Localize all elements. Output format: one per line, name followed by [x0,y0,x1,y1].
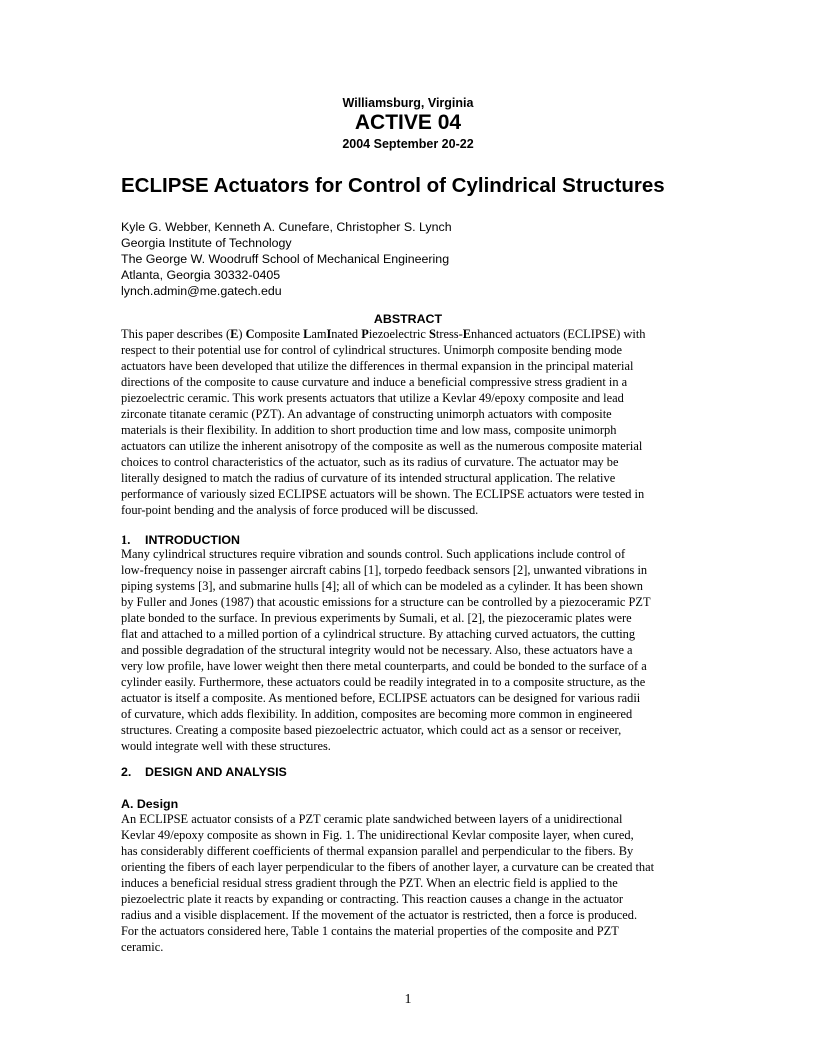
acronym-letter: I [326,327,332,341]
conference-date: 2004 September 20-22 [342,137,474,151]
text-run: tress- [435,327,463,341]
text-line: Kevlar 49/epoxy composite as shown in Fig. 1. The unidirectional Kevlar composite layer, when cured, [121,828,634,842]
text-line: actuator is itself a composite. As mentioned before, ECLIPSE actuators can be designed for various radii [121,691,641,705]
abstract-body [121,326,645,518]
acronym-letter: S [429,327,436,341]
text-line: An ECLIPSE actuator consists of a PZT ceramic plate sandwiched between layers of a unidirectional [121,812,623,826]
text-line: four-point bending and the analysis of force produced will be discussed. [121,503,479,517]
section-title: INTRODUCTION [145,533,240,547]
text-line: piezoelectric ceramic. This work presents actuators that utilize a Kevlar 49/epoxy composite and lead [121,391,624,405]
text-line: flat and attached to a milled portion of a cylindrical structure. By attaching curved actuators, the cutting [121,627,636,641]
text-line: ceramic. [121,940,164,954]
section-number: 1. [121,533,131,547]
text-line: materials is their flexibility. In addition to short production time and low mass, composite unimorph [121,423,617,437]
author-block [121,219,452,299]
acronym-letter: L [303,327,312,341]
text-line: very low profile, have lower weight then there metal counterparts, and could be bonded to the surface of a [121,659,647,673]
text-line: has considerably different coefficients of thermal expansion parallel and perpendicular to the fibers. By [121,844,634,858]
text-line: by Fuller and Jones (1987) that acoustic emissions for a structure can be controlled by a piezoceramic PZT [121,595,651,609]
text-line: cylinder easily. Furthermore, these actuators could be readily integrated in to a composite structure, as the [121,675,646,689]
author-school: The George W. Woodruff School of Mechanical Engineering [121,252,450,266]
text-line: choices to control characteristics of the actuator, such as its radius of curvature. The actuator may be [121,455,619,469]
text-run: nated [331,327,362,341]
text-line: would integrate well with these structures. [121,739,331,753]
page-number: 1 [404,992,412,1007]
acronym-letter: P [361,327,369,341]
author-institution: Georgia Institute of Technology [121,236,292,250]
text-run: iezoelectric [368,327,429,341]
text-line: actuators can utilize the inherent anisotropy of the composite as well as the numerous composite material [121,439,643,453]
text-line: induces a beneficial residual stress gradient through the PZT. When an electric field is applied to the [121,876,618,890]
conference-location: Williamsburg, Virginia [342,96,474,110]
text-line: For the actuators considered here, Table 1 contains the material properties of the composite and PZT [121,924,619,938]
text-line: literally designed to match the radius of curvature of its intended structural application. The relative [121,471,616,485]
conference-name: ACTIVE 04 [354,111,462,134]
text-line: orienting the fibers of each layer perpendicular to the fibers of another layer, a curvature can be created that [121,860,655,874]
abstract-lines [121,342,645,518]
design-body [121,811,654,955]
section-design-heading [121,765,287,779]
text-line: plate bonded to the surface. In previous experiments by Sumali, et al. [2], the piezoceramic plates were [121,611,632,625]
text-line: zirconate titanate ceramic (PZT). An advantage of constructing unimorph actuators with composite [121,407,612,421]
text-line: piezoelectric plate it reacts by expanding or contracting. This reaction causes a change in the actuator [121,892,624,906]
text-line: directions of the composite to cause curvature and induce a beneficial compressive stress gradient in a [121,375,628,389]
subsection-design-heading: A. Design [121,797,179,811]
author-email[interactable]: lynch.admin@me.gatech.edu [121,284,282,298]
text-run: ) [238,327,246,341]
text-line: piping systems [3], and submarine hulls [4]; all of which can be modeled as a cylinder. It has been shown [121,579,644,593]
section-title: DESIGN AND ANALYSIS [145,765,287,779]
text-run: am [311,327,327,341]
text-line: structures. Creating a composite based piezoelectric actuator, which could act as a sensor or receiver, [121,723,622,737]
text-line: Many cylindrical structures require vibration and sounds control. Such applications include control of [121,547,626,561]
author-names: Kyle G. Webber, Kenneth A. Cunefare, Christopher S. Lynch [121,220,452,234]
text-line: respect to their potential use for control of cylindrical structures. Unimorph composite bending mode [121,343,622,357]
text-line: radius and a visible displacement. If the movement of the actuator is restricted, then a force is produced. [121,908,638,922]
acronym-letter: E [462,327,472,341]
abstract-heading: ABSTRACT [373,312,443,326]
acronym-letter: E [230,327,239,341]
abstract-first-line [121,326,645,342]
acronym-letter: C [245,327,255,341]
text-run: nhanced actuators (ECLIPSE) with [471,327,646,341]
text-line: low-frequency noise in passenger aircraft cabins [1], torpedo feedback sensors [2], unwanted vibrations in [121,563,648,577]
section-number: 2. [121,765,132,779]
text-line: actuators have been developed that utilize the differences in thermal expansion in the principal material [121,359,634,373]
paper-title: ECLIPSE Actuators for Control of Cylindrical Structures [121,174,665,197]
introduction-body [121,546,651,754]
text-line: and possible degradation of the structural integrity would not be necessary. Also, these actuators have a [121,643,633,657]
author-address: Atlanta, Georgia 30332-0405 [121,268,281,282]
text-run: omposite [254,327,304,341]
text-run: This paper describes ( [121,327,231,341]
text-line: of curvature, which adds flexibility. In addition, composites are becoming more common in engineered [121,707,633,721]
text-line: performance of variously sized ECLIPSE actuators will be shown. The ECLIPSE actuators were tested in [121,487,645,501]
